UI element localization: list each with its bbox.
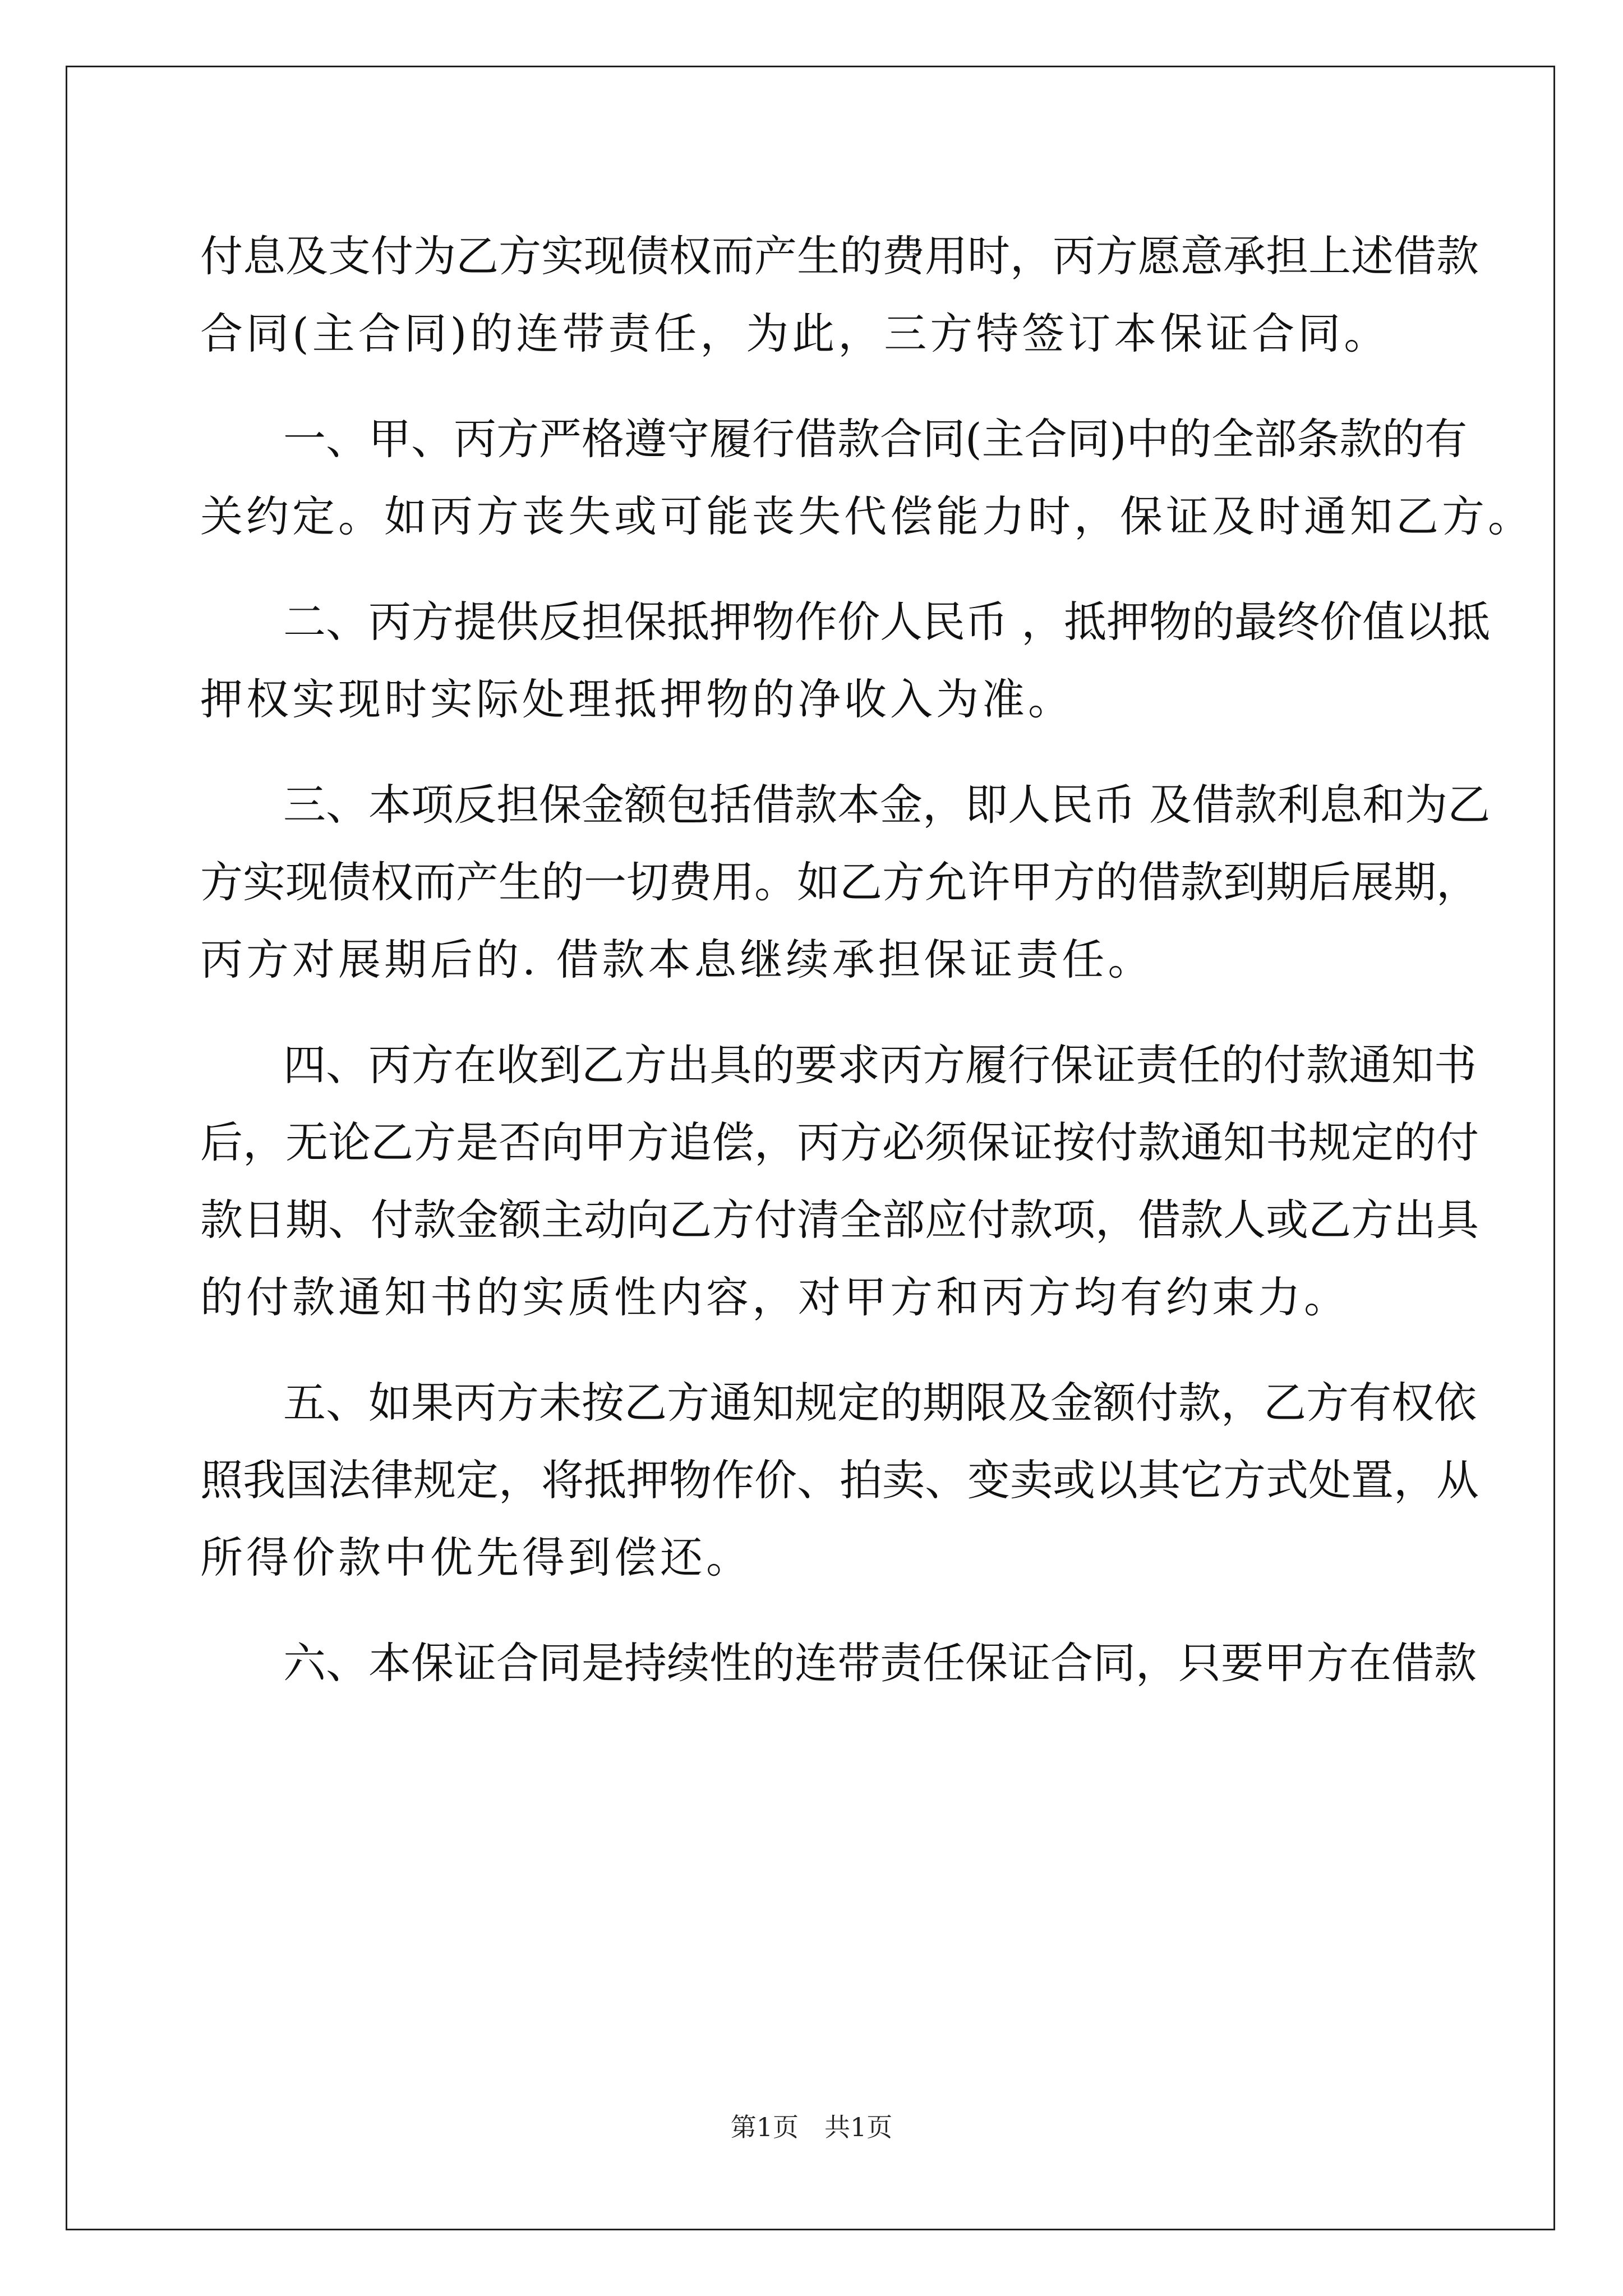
text-line: 二、丙方提供反担保抵押物作价人民币 ，抵押物的最终价值以抵 xyxy=(283,597,1491,647)
text-line: 款日期、付款金额主动向乙方付清全部应付款项，借款人或乙方出具 xyxy=(200,1195,1479,1245)
text-line: 丙方对展期后的. 借款本息继续承担保证责任。 xyxy=(200,935,1154,984)
paragraph xyxy=(200,766,1491,999)
text-line: 三、本项反担保金额包括借款本金，即人民币 及借款利息和为乙 xyxy=(283,780,1491,830)
text-line: 合同(主合同)的连带责任，为此，三方特签订本保证合同。 xyxy=(200,309,1390,358)
paragraph xyxy=(200,1027,1479,1336)
paragraph xyxy=(200,218,1479,372)
document-body xyxy=(200,218,1534,1702)
text-line: 付息及支付为乙方实现债权而产生的费用时，丙方愿意承担上述借款 xyxy=(200,231,1479,281)
text-line: 照我国法律规定，将抵押物作价、拍卖、变卖或以其它方式处置，从 xyxy=(200,1455,1479,1505)
paragraph xyxy=(200,401,1534,555)
text-line: 六、本保证合同是持续性的连带责任保证合同，只要甲方在借款 xyxy=(283,1638,1477,1688)
text-line: 的付款通知书的实质性内容，对甲方和丙方均有约束力。 xyxy=(200,1272,1350,1322)
paragraph xyxy=(200,583,1491,738)
page-footer xyxy=(0,2110,1623,2144)
text-line: 四、丙方在收到乙方出具的要求丙方履行保证责任的付款通知书 xyxy=(283,1040,1477,1090)
text-line: 一、甲、丙方严格遵守履行借款合同(主合同)中的全部条款的有 xyxy=(283,414,1468,464)
page-number: 第1页 xyxy=(730,2112,799,2142)
text-line: 关约定。如丙方丧失或可能丧失代偿能力时，保证及时通知乙方。 xyxy=(200,491,1534,541)
text-line: 五、如果丙方未按乙方通知规定的期限及金额付款，乙方有权依 xyxy=(283,1378,1477,1428)
paragraph xyxy=(200,1364,1479,1596)
text-line: 押权实现时实际处理抵押物的净收入为准。 xyxy=(200,674,1074,724)
paragraph xyxy=(200,1625,1477,1702)
text-line: 方实现债权而产生的一切费用。如乙方允许甲方的借款到期后展期， xyxy=(200,857,1479,907)
text-line: 所得价款中优先得到偿还。 xyxy=(200,1533,752,1582)
text-line: 后，无论乙方是否向甲方追偿，丙方必须保证按付款通知书规定的付 xyxy=(200,1117,1479,1167)
page-total: 共1页 xyxy=(824,2112,893,2142)
